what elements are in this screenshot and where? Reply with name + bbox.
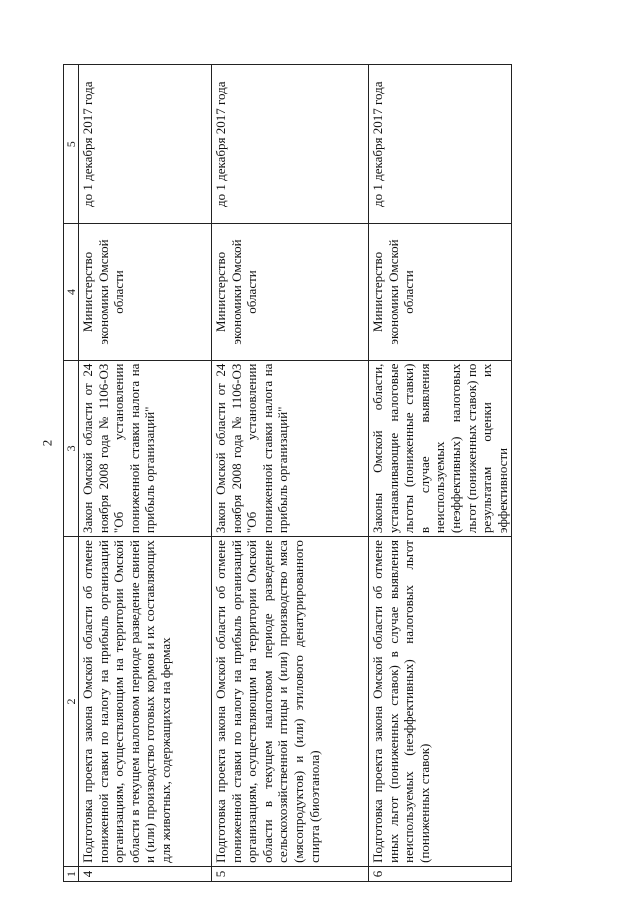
- header-cell: 1: [64, 866, 79, 881]
- table-row: [79, 65, 212, 882]
- deadline-cell: до 1 декабря 2017 года: [79, 65, 212, 224]
- table-row: [212, 65, 369, 882]
- deadline-cell: до 1 декабря 2017 года: [212, 65, 369, 224]
- table-row: [369, 65, 512, 882]
- basis-cell: Закон Омской области от 24 ноября 2008 года № 1106-ОЗ "Об установлении пониженной ставки налога на прибыль организаций": [79, 360, 212, 537]
- measures-table: [63, 64, 512, 882]
- row-number: 6: [369, 866, 512, 881]
- header-cell: 3: [64, 360, 79, 537]
- executor-cell: Министерство экономики Омской области: [369, 224, 512, 360]
- rotated-table-container: [63, 64, 510, 882]
- row-number: 4: [79, 866, 212, 881]
- header-cell: 4: [64, 224, 79, 360]
- basis-cell: Закон Омской области от 24 ноября 2008 года № 1106-ОЗ "Об установлении пониженной ставки налога на прибыль организаций": [212, 360, 369, 537]
- basis-cell: Законы Омской области, устанавливающие налоговые льготы (пониженные ставки) в случае выявления неиспользуемых (неэффективных) налоговых льгот (пониженных ставок) по результатам оценки их эффективности: [369, 360, 512, 537]
- header-cell: 2: [64, 537, 79, 867]
- executor-cell: Министерство экономики Омской области: [212, 224, 369, 360]
- page-number: 2: [39, 439, 55, 447]
- action-cell: Подготовка проекта закона Омской области об отмене пониженной ставки по налогу на прибыль организаций организациям, осуществляющим на территории Омской области в текущем налоговом периоде разведение сельскохозяйственной птицы и (или) производство мяса (мясопродуктов) и (или) этилового денатурированного спирта (биоэтанола): [212, 537, 369, 867]
- executor-cell: Министерство экономики Омской области: [79, 224, 212, 360]
- header-cell: 5: [64, 65, 79, 224]
- row-number: 5: [212, 866, 369, 881]
- action-cell: Подготовка проекта закона Омской области об отмене иных льгот (пониженных ставок) в случае выявления неиспользуемых (неэффективных) налоговых льгот (пониженных ставок): [369, 537, 512, 867]
- header-row: [64, 65, 79, 882]
- deadline-cell: до 1 декабря 2017 года: [369, 65, 512, 224]
- action-cell: Подготовка проекта закона Омской области об отмене пониженной ставки по налогу на прибыль организаций организациям, осуществляющим на территории Омской области в текущем налоговом периоде разведение свиней и (или) производство готовых кормов и их составляющих для животных, содержащихся на фермах: [79, 537, 212, 867]
